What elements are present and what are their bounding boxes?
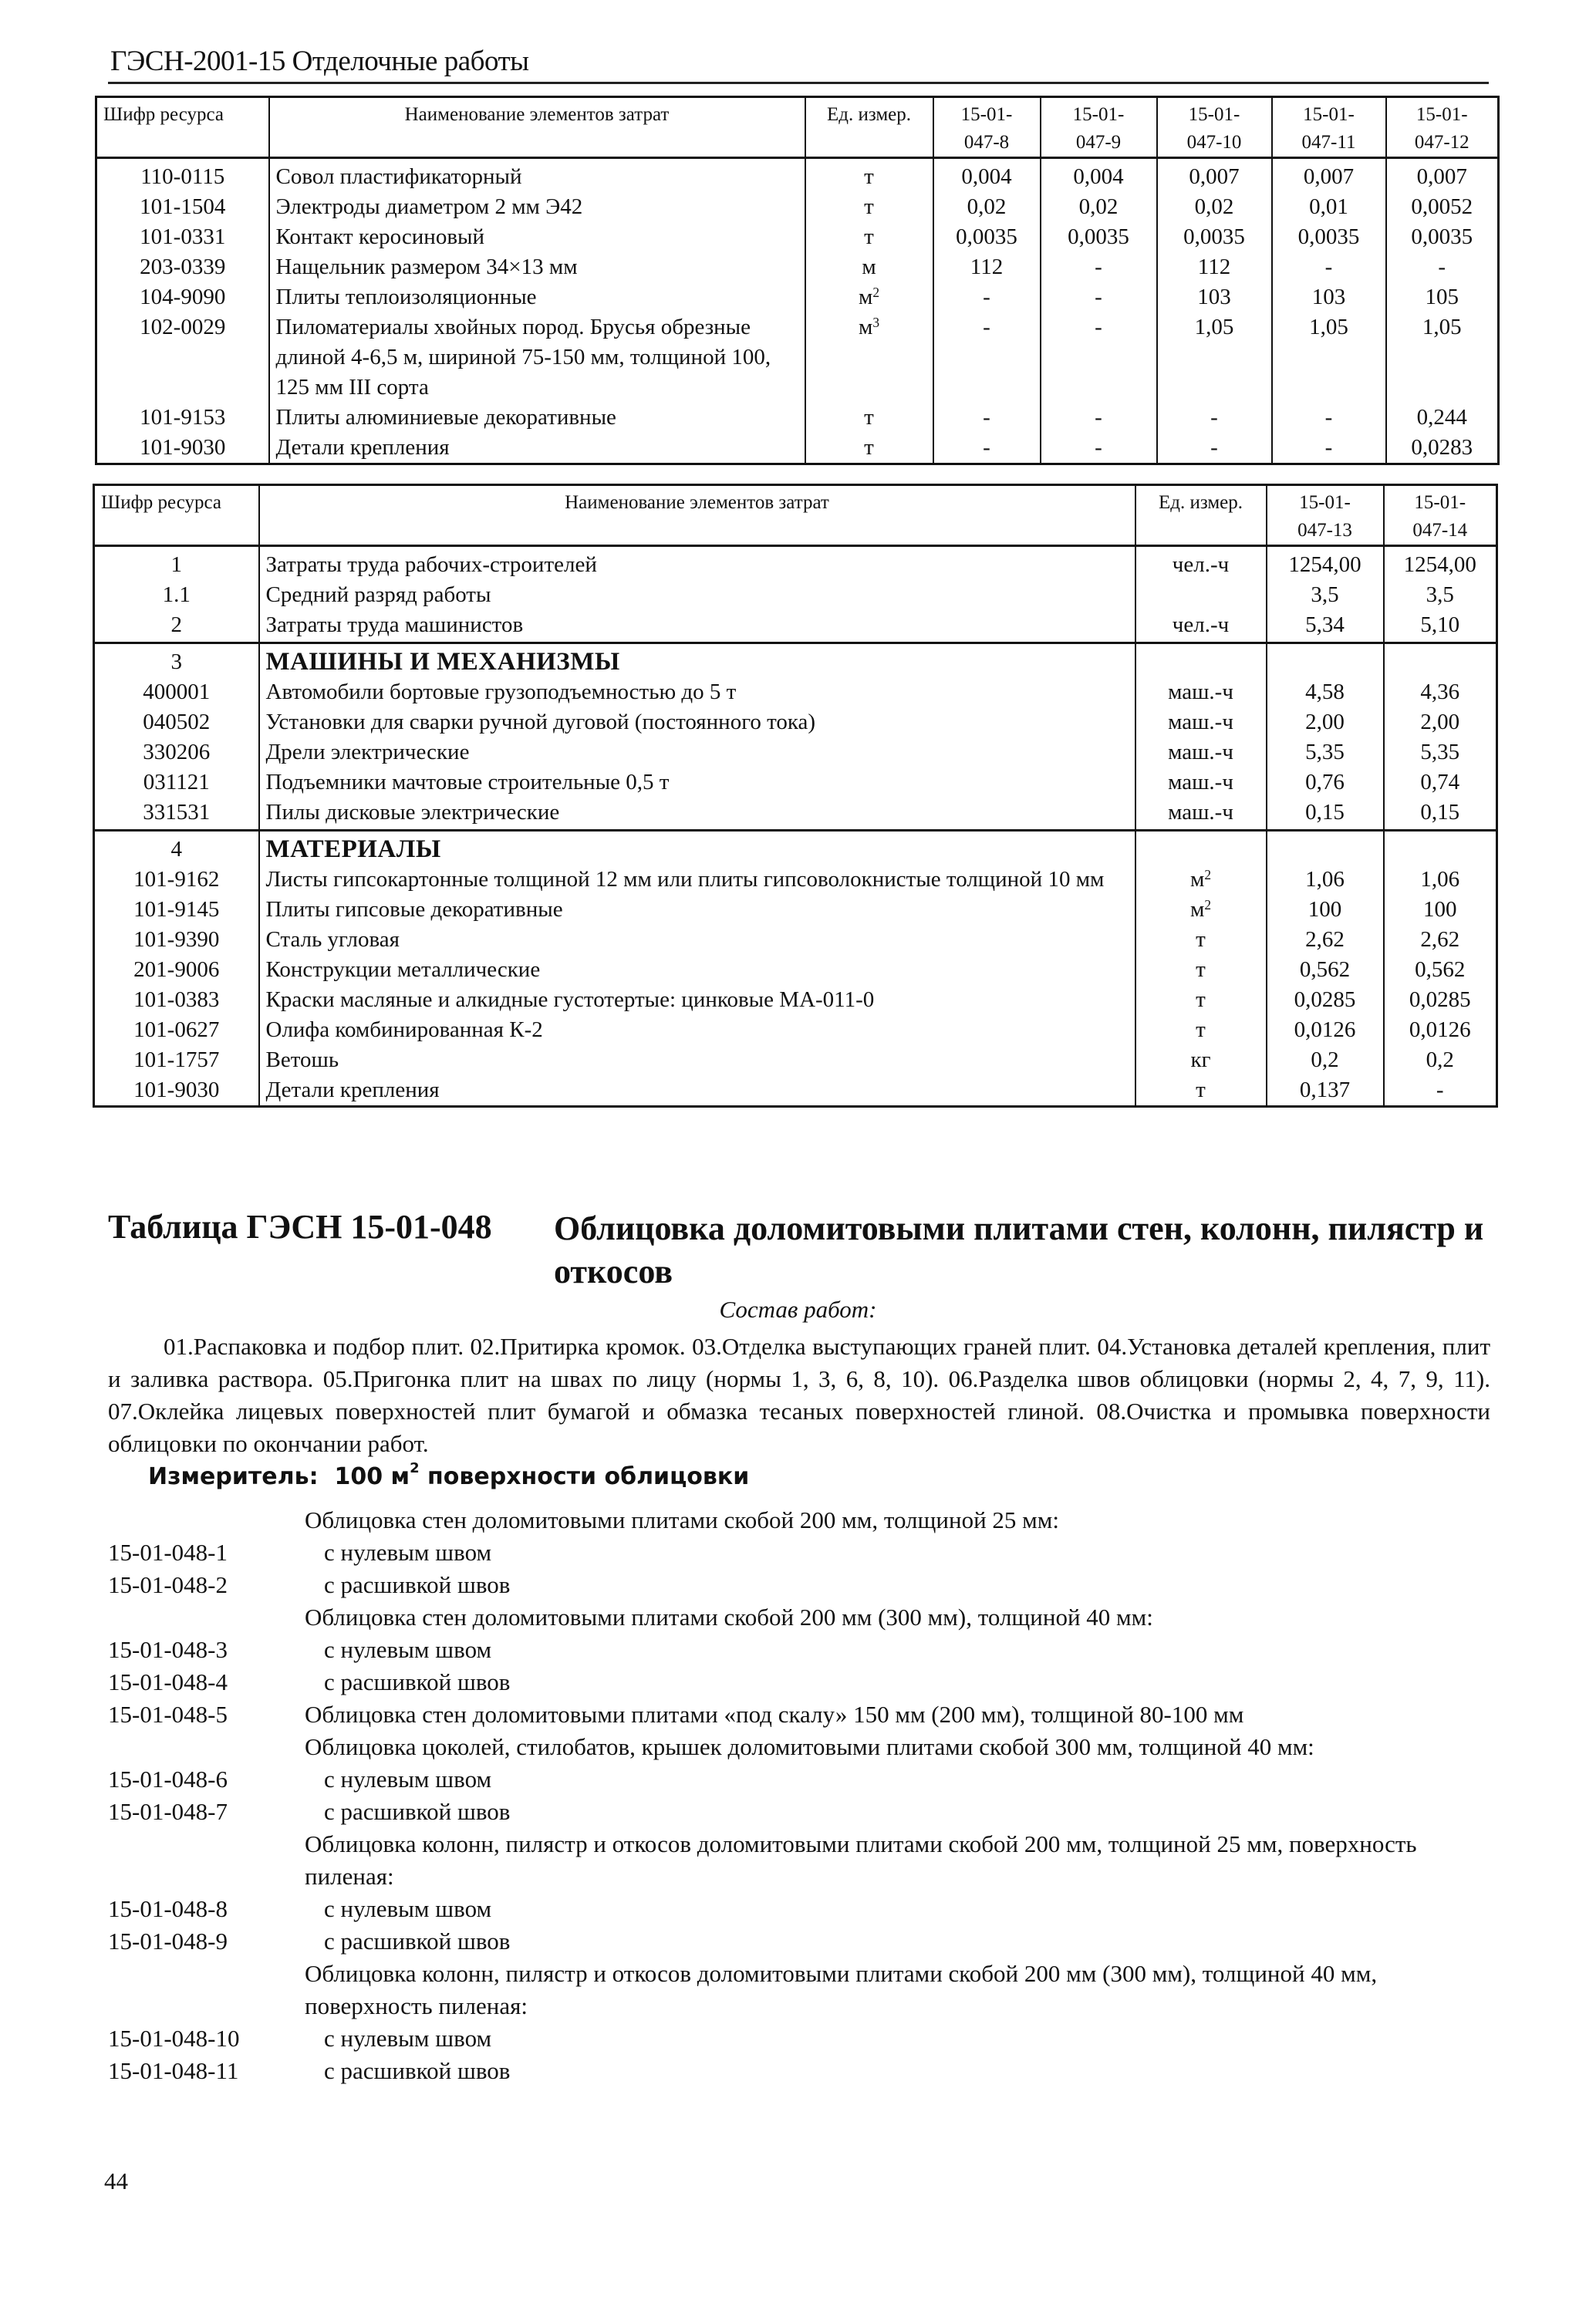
unit-exponent: 2 bbox=[1204, 897, 1212, 912]
norm-value: 0,15 bbox=[1384, 798, 1497, 831]
column-header-norm: 15-01- 047-12 bbox=[1386, 97, 1499, 158]
unit bbox=[805, 192, 933, 222]
resource-name: Плиты алюминиевые декоративные bbox=[269, 403, 805, 433]
unit bbox=[1135, 767, 1267, 798]
column-header-norm: 15-01- 047-8 bbox=[933, 97, 1041, 158]
table-row bbox=[96, 222, 1499, 252]
unit bbox=[805, 222, 933, 252]
table-row bbox=[94, 925, 1497, 955]
norm-item bbox=[108, 1893, 1496, 1925]
norm-value: 3,5 bbox=[1384, 580, 1497, 610]
norm-value: 1254,00 bbox=[1267, 546, 1384, 581]
resource-name: Ветошь bbox=[259, 1045, 1135, 1075]
column-header-norm: 15-01- 047-14 bbox=[1384, 485, 1497, 546]
norm-item-text: с нулевым швом bbox=[324, 1636, 492, 1663]
resource-code: 203-0339 bbox=[96, 252, 269, 282]
norm-value: - bbox=[1041, 403, 1157, 433]
resource-code: 330206 bbox=[94, 737, 259, 767]
norm-value: 3,5 bbox=[1267, 580, 1384, 610]
resource-code: 101-9162 bbox=[94, 865, 259, 895]
norm-value: 112 bbox=[1157, 252, 1272, 282]
norm-value: 0,0283 bbox=[1386, 433, 1499, 464]
unit-text: т bbox=[864, 194, 874, 219]
unit-text: м bbox=[862, 255, 876, 279]
resource-name: Затраты труда рабочих-строителей bbox=[259, 546, 1135, 581]
resource-name: Олифа комбинированная К-2 bbox=[259, 1015, 1135, 1045]
norm-value: 2,00 bbox=[1267, 707, 1384, 737]
unit bbox=[1135, 1045, 1267, 1075]
norm-value: - bbox=[1272, 403, 1386, 433]
table-row bbox=[94, 1045, 1497, 1075]
norm-value: 5,35 bbox=[1384, 737, 1497, 767]
unit bbox=[1135, 985, 1267, 1015]
empty-cell bbox=[1267, 643, 1384, 678]
norm-value: 0,137 bbox=[1267, 1075, 1384, 1107]
norm-value: 0,562 bbox=[1384, 955, 1497, 985]
resource-code: 101-0331 bbox=[96, 222, 269, 252]
norm-value: 0,2 bbox=[1384, 1045, 1497, 1075]
unit-text: маш.-ч bbox=[1168, 800, 1233, 825]
composition-label: Состав работ: bbox=[719, 1296, 877, 1323]
norm-value: 1,05 bbox=[1386, 312, 1499, 403]
norm-group-row bbox=[108, 1731, 1496, 1763]
unit-text: т bbox=[1196, 987, 1206, 1012]
norm-value: 0,0285 bbox=[1267, 985, 1384, 1015]
column-header-norm: 15-01- 047-9 bbox=[1041, 97, 1157, 158]
resource-code: 102-0029 bbox=[96, 312, 269, 403]
resource-name: Дрели электрические bbox=[259, 737, 1135, 767]
norm-item-text: с расшивкой швов bbox=[324, 1668, 511, 1695]
meter-line bbox=[148, 1460, 750, 1490]
norm-item bbox=[108, 1536, 1496, 1569]
norm-value: 112 bbox=[933, 252, 1041, 282]
norm-value: 1254,00 bbox=[1384, 546, 1497, 581]
unit bbox=[805, 312, 933, 403]
table-body bbox=[96, 158, 1499, 464]
unit-text: м bbox=[1189, 897, 1205, 922]
norm-value: 0,02 bbox=[1157, 192, 1272, 222]
norm-group-text: Облицовка цоколей, стилобатов, крышек доломитовыми плитами скобой 300 мм, толщиной 40 мм: bbox=[305, 1733, 1314, 1760]
resource-code: 101-1757 bbox=[94, 1045, 259, 1075]
norm-value: - bbox=[1041, 312, 1157, 403]
section-code: 4 bbox=[94, 831, 259, 865]
column-header-unit: Ед. измер. bbox=[805, 97, 933, 158]
resource-name: Нащельник размером 34×13 мм bbox=[269, 252, 805, 282]
resource-name: Установки для сварки ручной дуговой (постоянного тока) bbox=[259, 707, 1135, 737]
resource-code: 101-9153 bbox=[96, 403, 269, 433]
unit bbox=[805, 433, 933, 464]
table-row bbox=[94, 610, 1497, 643]
resource-code: 331531 bbox=[94, 798, 259, 831]
norm-value: 1,06 bbox=[1267, 865, 1384, 895]
resource-name: Затраты труда машинистов bbox=[259, 610, 1135, 643]
table-row bbox=[94, 985, 1497, 1015]
table-body bbox=[94, 546, 1497, 1107]
norm-value: 5,10 bbox=[1384, 610, 1497, 643]
norm-value: 0,0035 bbox=[1041, 222, 1157, 252]
unit-exponent: 2 bbox=[1204, 867, 1212, 882]
unit bbox=[1135, 677, 1267, 707]
unit-text: маш.-ч bbox=[1168, 740, 1233, 764]
norm-item bbox=[108, 1634, 1496, 1666]
resource-code: 101-1504 bbox=[96, 192, 269, 222]
norm-value: 0,007 bbox=[1157, 158, 1272, 193]
unit bbox=[1135, 1075, 1267, 1107]
column-header-name: Наименование элементов затрат bbox=[269, 97, 805, 158]
norm-value: - bbox=[933, 433, 1041, 464]
table-row bbox=[94, 1015, 1497, 1045]
resource-name: Детали крепления bbox=[259, 1075, 1135, 1107]
section-header-row bbox=[94, 643, 1497, 678]
resource-code: 400001 bbox=[94, 677, 259, 707]
column-header-name: Наименование элементов затрат bbox=[259, 485, 1135, 546]
header-rule bbox=[108, 82, 1489, 84]
resource-name: Подъемники мачтовые строительные 0,5 т bbox=[259, 767, 1135, 798]
norm-value: - bbox=[1041, 433, 1157, 464]
norm-value: - bbox=[1386, 252, 1499, 282]
norm-group-text: Облицовка колонн, пилястр и откосов доломитовыми плитами скобой 200 мм, толщиной 25 мм, поверхность пиленая: bbox=[305, 1830, 1417, 1890]
table-title: Облицовка доломитовыми плитами стен, колонн, пилястр и откосов bbox=[554, 1209, 1484, 1290]
table-row bbox=[94, 865, 1497, 895]
norm-value: 100 bbox=[1267, 895, 1384, 925]
section-code: 3 bbox=[94, 643, 259, 678]
resource-name: Сталь угловая bbox=[259, 925, 1135, 955]
unit-text: т bbox=[1196, 1017, 1206, 1042]
norm-group-row bbox=[108, 1698, 1496, 1731]
norm-value: 0,2 bbox=[1267, 1045, 1384, 1075]
resource-code: 101-9390 bbox=[94, 925, 259, 955]
resource-name: Пилы дисковые электрические bbox=[259, 798, 1135, 831]
table-row bbox=[94, 707, 1497, 737]
norm-value: 1,06 bbox=[1384, 865, 1497, 895]
norm-group-row bbox=[108, 1828, 1496, 1893]
meter-sup: 2 bbox=[410, 1460, 420, 1476]
table-row bbox=[96, 403, 1499, 433]
resource-table-047-8-12 bbox=[95, 96, 1500, 465]
resource-name: Пиломатериалы хвойных пород. Брусья обрезные длиной 4-6,5 м, шириной 75-150 мм, толщиной 100, 125 мм III сорта bbox=[269, 312, 805, 403]
resource-name: Контакт керосиновый bbox=[269, 222, 805, 252]
norm-value: 5,34 bbox=[1267, 610, 1384, 643]
norm-code: 15-01-048-9 bbox=[108, 1928, 228, 1955]
table-row bbox=[94, 767, 1497, 798]
norm-item bbox=[108, 1925, 1496, 1958]
resource-name: Краски масляные и алкидные густотертые: цинковые МА-011-0 bbox=[259, 985, 1135, 1015]
unit-text: т bbox=[864, 435, 874, 460]
norm-item-text: с расшивкой швов bbox=[324, 1928, 511, 1955]
resource-code: 201-9006 bbox=[94, 955, 259, 985]
norm-value: 0,0126 bbox=[1267, 1015, 1384, 1045]
table-header-row bbox=[96, 97, 1499, 158]
section-header-row bbox=[94, 831, 1497, 865]
unit-text: кг bbox=[1190, 1047, 1211, 1072]
table-row bbox=[94, 546, 1497, 581]
norm-value: 2,00 bbox=[1384, 707, 1497, 737]
unit-text: т bbox=[864, 224, 874, 249]
unit-text: м bbox=[1189, 867, 1205, 892]
norm-code: 15-01-048-7 bbox=[108, 1798, 228, 1825]
norm-item bbox=[108, 1666, 1496, 1698]
norm-item-text: с нулевым швом bbox=[324, 2025, 492, 2052]
resource-code: 110-0115 bbox=[96, 158, 269, 193]
section-title: МАТЕРИАЛЫ bbox=[259, 831, 1135, 865]
norm-value: 103 bbox=[1157, 282, 1272, 312]
unit bbox=[1135, 737, 1267, 767]
unit-text: т bbox=[1196, 1078, 1206, 1102]
resource-name: Листы гипсокартонные толщиной 12 мм или плиты гипсоволокнистые толщиной 10 мм bbox=[259, 865, 1135, 895]
table-row bbox=[94, 955, 1497, 985]
resource-code: 040502 bbox=[94, 707, 259, 737]
unit bbox=[1135, 955, 1267, 985]
unit bbox=[1135, 1015, 1267, 1045]
table-row bbox=[94, 677, 1497, 707]
norm-value: 1,05 bbox=[1157, 312, 1272, 403]
norm-value: - bbox=[1041, 252, 1157, 282]
empty-cell bbox=[1135, 831, 1267, 865]
unit bbox=[1135, 895, 1267, 925]
table-caption: Таблица ГЭСН 15-01-048 bbox=[108, 1208, 492, 1246]
norm-value: 1,05 bbox=[1272, 312, 1386, 403]
norm-code: 15-01-048-3 bbox=[108, 1636, 228, 1663]
table-row bbox=[94, 798, 1497, 831]
norm-item bbox=[108, 2055, 1496, 2087]
column-header-unit: Ед. измер. bbox=[1135, 485, 1267, 546]
unit-text: т bbox=[864, 405, 874, 430]
norm-group-text: Облицовка стен доломитовыми плитами «под скалу» 150 мм (200 мм), толщиной 80-100 мм bbox=[305, 1701, 1244, 1728]
norm-value: 0,15 bbox=[1267, 798, 1384, 831]
norm-value: 0,0126 bbox=[1384, 1015, 1497, 1045]
resource-name: Детали крепления bbox=[269, 433, 805, 464]
norm-value: - bbox=[1157, 403, 1272, 433]
unit-text: чел.-ч bbox=[1172, 612, 1230, 637]
norm-value: - bbox=[1041, 282, 1157, 312]
resource-name: Электроды диаметром 2 мм Э42 bbox=[269, 192, 805, 222]
norm-value: 0,01 bbox=[1272, 192, 1386, 222]
norm-value: 0,02 bbox=[933, 192, 1041, 222]
unit-text: т bbox=[1196, 927, 1206, 952]
norm-value: 2,62 bbox=[1267, 925, 1384, 955]
norm-item-text: с нулевым швом bbox=[324, 1539, 492, 1566]
empty-cell bbox=[1384, 643, 1497, 678]
norm-item bbox=[108, 1569, 1496, 1601]
table-row bbox=[96, 312, 1499, 403]
resource-name: Средний разряд работы bbox=[259, 580, 1135, 610]
norm-value: - bbox=[933, 312, 1041, 403]
norm-code: 15-01-048-10 bbox=[108, 2025, 240, 2052]
norm-code: 15-01-048-5 bbox=[108, 1701, 228, 1728]
norm-value: 100 bbox=[1384, 895, 1497, 925]
norm-value: 0,0035 bbox=[1272, 222, 1386, 252]
norm-value: 0,0052 bbox=[1386, 192, 1499, 222]
resource-name: Плиты гипсовые декоративные bbox=[259, 895, 1135, 925]
unit-text: т bbox=[864, 164, 874, 189]
section-title: МАШИНЫ И МЕХАНИЗМЫ bbox=[259, 643, 1135, 678]
norm-value: 0,0035 bbox=[1157, 222, 1272, 252]
unit bbox=[1135, 798, 1267, 831]
norm-item bbox=[108, 1796, 1496, 1828]
meter-label: Измеритель: bbox=[148, 1463, 319, 1490]
column-header-norm: 15-01- 047-13 bbox=[1267, 485, 1384, 546]
unit bbox=[1135, 546, 1267, 581]
page-number: 44 bbox=[104, 2167, 128, 2194]
unit-exponent: 2 bbox=[872, 285, 880, 300]
norm-code: 15-01-048-11 bbox=[108, 2057, 239, 2084]
empty-cell bbox=[1135, 643, 1267, 678]
norm-value: 0,0035 bbox=[933, 222, 1041, 252]
resource-name: Конструкции металлические bbox=[259, 955, 1135, 985]
norm-value: 0,562 bbox=[1267, 955, 1384, 985]
norm-value: - bbox=[1384, 1075, 1497, 1107]
unit-text: маш.-ч bbox=[1168, 680, 1233, 704]
norm-group-text: Облицовка стен доломитовыми плитами скобой 200 мм (300 мм), толщиной 40 мм: bbox=[305, 1604, 1153, 1631]
norm-code: 15-01-048-2 bbox=[108, 1571, 228, 1598]
norm-group-text: Облицовка стен доломитовыми плитами скобой 200 мм, толщиной 25 мм: bbox=[305, 1506, 1060, 1533]
unit bbox=[805, 403, 933, 433]
norm-value: - bbox=[933, 403, 1041, 433]
unit bbox=[1135, 707, 1267, 737]
norm-item bbox=[108, 2022, 1496, 2055]
meter-rest: поверхности облицовки bbox=[427, 1463, 750, 1490]
norm-code: 15-01-048-1 bbox=[108, 1539, 228, 1566]
norm-item-text: с нулевым швом bbox=[324, 1766, 492, 1793]
table-row bbox=[94, 895, 1497, 925]
unit bbox=[805, 158, 933, 193]
norm-item-text: с нулевым швом bbox=[324, 1895, 492, 1922]
composition-text: 01.Распаковка и подбор плит. 02.Притирка кромок. 03.Отделка выступающих граней плит. 04.Установка деталей крепления, плит и заливка раствора. 05.Пригонка плит на швах по лицу (нормы 1, 3, 6, 8, 10). 06.Разделка швов облицовки (нормы 2, 4, 7, 9, 11). 07.Оклейка лицевых поверхностей плит бумагой и обмазка тесаных поверхностей глиной. 08.Очистка и промывка поверхности облицовки по окончании работ. bbox=[108, 1333, 1490, 1457]
norm-value: 2,62 bbox=[1384, 925, 1497, 955]
unit bbox=[1135, 925, 1267, 955]
norm-value: 0,02 bbox=[1041, 192, 1157, 222]
column-header-code: Шифр ресурса bbox=[94, 485, 259, 546]
resource-code: 101-9030 bbox=[94, 1075, 259, 1107]
table-row bbox=[96, 192, 1499, 222]
unit bbox=[1135, 610, 1267, 643]
table-row bbox=[96, 252, 1499, 282]
norm-value: - bbox=[1272, 252, 1386, 282]
norm-group-text: Облицовка колонн, пилястр и откосов доломитовыми плитами скобой 200 мм (300 мм), толщиной 40 мм, поверхность пиленая: bbox=[305, 1960, 1378, 2019]
resource-code: 101-0627 bbox=[94, 1015, 259, 1045]
norm-value: 4,58 bbox=[1267, 677, 1384, 707]
unit bbox=[1135, 580, 1267, 610]
table-row bbox=[96, 433, 1499, 464]
unit-text: маш.-ч bbox=[1168, 770, 1233, 794]
norm-item-text: с расшивкой швов bbox=[324, 1571, 511, 1598]
norm-code: 15-01-048-8 bbox=[108, 1895, 228, 1922]
norm-list bbox=[108, 1504, 1496, 2087]
unit-text: чел.-ч bbox=[1172, 552, 1230, 577]
resource-name: Автомобили бортовые грузоподъемностью до 5 т bbox=[259, 677, 1135, 707]
resource-name: Совол пластификаторный bbox=[269, 158, 805, 193]
resource-code: 104-9090 bbox=[96, 282, 269, 312]
norm-group-row bbox=[108, 1601, 1496, 1634]
unit-text: маш.-ч bbox=[1168, 710, 1233, 734]
table-row bbox=[96, 282, 1499, 312]
table-header-row bbox=[94, 485, 1497, 546]
norm-item-text: с расшивкой швов bbox=[324, 2057, 511, 2084]
resource-code: 031121 bbox=[94, 767, 259, 798]
unit-text: м bbox=[858, 315, 873, 339]
running-title: ГЭСН-2001-15 Отделочные работы bbox=[110, 46, 529, 77]
norm-item-text: с расшивкой швов bbox=[324, 1798, 511, 1825]
norm-value: - bbox=[1157, 433, 1272, 464]
resource-code: 1 bbox=[94, 546, 259, 581]
norm-code: 15-01-048-4 bbox=[108, 1668, 228, 1695]
norm-value: 0,004 bbox=[1041, 158, 1157, 193]
unit bbox=[1135, 865, 1267, 895]
meter-value: 100 м bbox=[334, 1463, 410, 1490]
norm-item bbox=[108, 1763, 1496, 1796]
table-row bbox=[94, 737, 1497, 767]
table-row bbox=[96, 158, 1499, 193]
norm-value: 0,0035 bbox=[1386, 222, 1499, 252]
norm-value: 0,0285 bbox=[1384, 985, 1497, 1015]
norm-value: 0,76 bbox=[1267, 767, 1384, 798]
norm-group-row bbox=[108, 1958, 1496, 2022]
norm-value: 103 bbox=[1272, 282, 1386, 312]
empty-cell bbox=[1267, 831, 1384, 865]
norm-value: 0,007 bbox=[1272, 158, 1386, 193]
norm-value: 0,74 bbox=[1384, 767, 1497, 798]
resource-code: 101-0383 bbox=[94, 985, 259, 1015]
unit-text: т bbox=[1196, 957, 1206, 982]
resource-code: 101-9030 bbox=[96, 433, 269, 464]
resource-code: 101-9145 bbox=[94, 895, 259, 925]
unit bbox=[805, 252, 933, 282]
norm-value: 105 bbox=[1386, 282, 1499, 312]
norm-value: - bbox=[933, 282, 1041, 312]
norm-group-row bbox=[108, 1504, 1496, 1536]
empty-cell bbox=[1384, 831, 1497, 865]
norm-code: 15-01-048-6 bbox=[108, 1766, 228, 1793]
resource-code: 1.1 bbox=[94, 580, 259, 610]
resource-name: Плиты теплоизоляционные bbox=[269, 282, 805, 312]
norm-value: 4,36 bbox=[1384, 677, 1497, 707]
table-row bbox=[94, 1075, 1497, 1107]
norm-value: 0,004 bbox=[933, 158, 1041, 193]
column-header-norm: 15-01- 047-10 bbox=[1157, 97, 1272, 158]
norm-value: 5,35 bbox=[1267, 737, 1384, 767]
unit-text: м bbox=[858, 285, 873, 309]
unit bbox=[805, 282, 933, 312]
norm-value: 0,007 bbox=[1386, 158, 1499, 193]
column-header-norm: 15-01- 047-11 bbox=[1272, 97, 1386, 158]
resource-code: 2 bbox=[94, 610, 259, 643]
unit-exponent: 3 bbox=[872, 315, 880, 330]
resource-table-047-13-14 bbox=[93, 484, 1498, 1108]
norm-value: 0,244 bbox=[1386, 403, 1499, 433]
column-header-code: Шифр ресурса bbox=[96, 97, 269, 158]
table-row bbox=[94, 580, 1497, 610]
norm-value: - bbox=[1272, 433, 1386, 464]
